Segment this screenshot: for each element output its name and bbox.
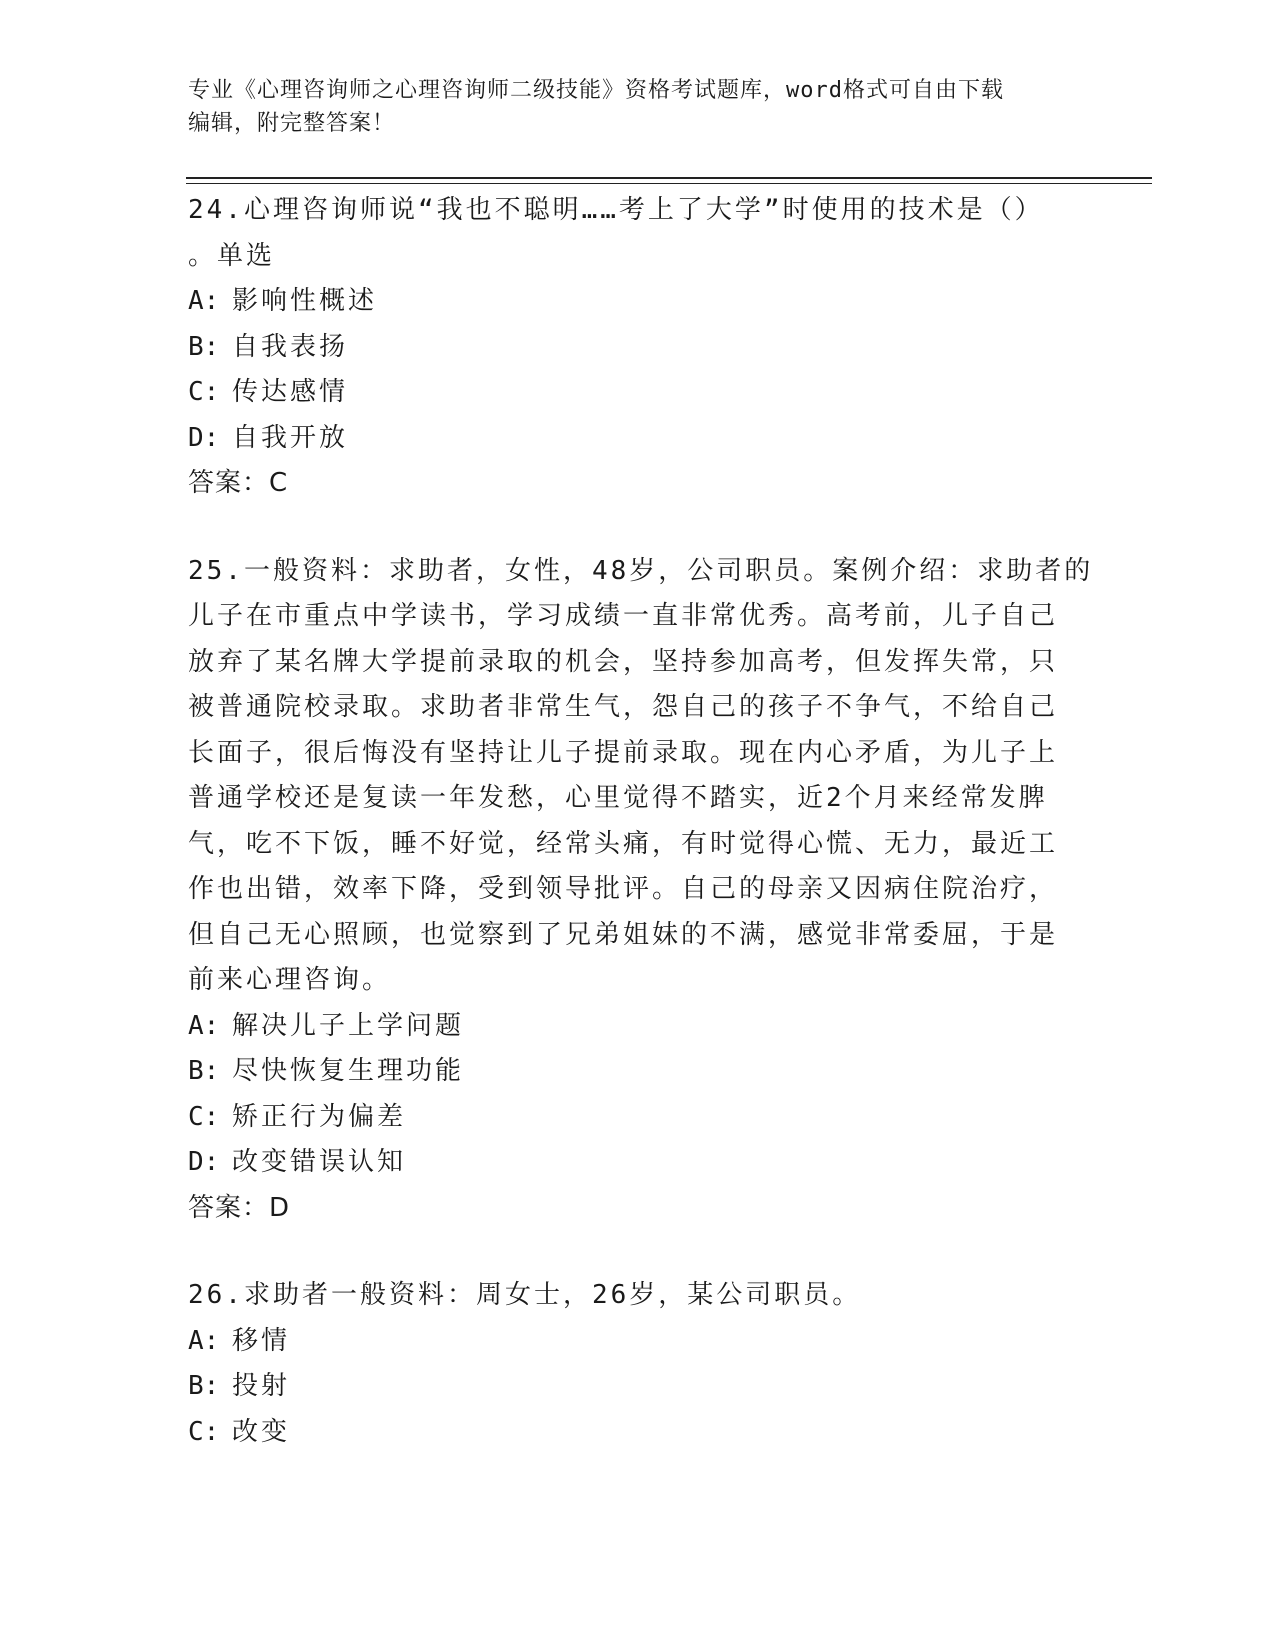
question-stem-line: 。单选 bbox=[188, 240, 276, 271]
answer-option bbox=[188, 416, 1088, 462]
option-letter: B: bbox=[188, 331, 220, 362]
question-stem-line: 25.一般资料：求助者，女性，48岁，公司职员。案例介绍：求助者的 bbox=[188, 555, 1094, 586]
answer-option bbox=[188, 1140, 1088, 1186]
answer-option bbox=[188, 370, 1088, 416]
answer-option bbox=[188, 279, 1088, 325]
option-text: 解决儿子上学问题 bbox=[232, 1010, 465, 1041]
answer-key: 答案：C bbox=[188, 468, 289, 498]
question-block bbox=[188, 549, 1094, 1232]
header-divider-thin bbox=[186, 183, 1152, 184]
answer-option bbox=[188, 1410, 1088, 1456]
option-letter: A: bbox=[188, 1010, 220, 1041]
question-stem-line: 24.心理咨询师说“我也不聪明……考上了大学”时使用的技术是（） bbox=[188, 195, 1044, 225]
question-stem-line: 前来心理咨询。 bbox=[188, 965, 392, 995]
question-stem-line: 放弃了某名牌大学提前录取的机会，坚持参加高考，但发挥失常，只 bbox=[188, 646, 1059, 677]
header-line-2: 编辑，附完整答案！ bbox=[188, 111, 396, 136]
header-divider-thick bbox=[186, 177, 1152, 179]
option-letter: A: bbox=[188, 1325, 220, 1356]
option-letter: A: bbox=[188, 286, 220, 316]
option-text: 投射 bbox=[232, 1371, 291, 1401]
question-stem-line: 但自己无心照顾，也觉察到了兄弟姐妹的不满，感觉非常委屈，于是 bbox=[188, 919, 1059, 950]
question-stem-line: 普通学校还是复读一年发愁，心里觉得不踏实，近2个月来经常发脾 bbox=[188, 783, 1048, 813]
answer-option bbox=[188, 1095, 1088, 1141]
question-stem-line: 作也出错，效率下降，受到领导批评。自己的母亲又因病住院治疗， bbox=[188, 874, 1059, 904]
question-stem-line: 26.求助者一般资料：周女士，26岁，某公司职员。 bbox=[188, 1280, 862, 1310]
answer-option bbox=[188, 1364, 1088, 1410]
question-list bbox=[188, 188, 1094, 1497]
answer-option bbox=[188, 325, 1088, 371]
option-text: 尽快恢复生理功能 bbox=[232, 1056, 465, 1086]
option-text: 矫正行为偏差 bbox=[232, 1101, 407, 1132]
answer-key: 答案：D bbox=[188, 1192, 291, 1223]
option-letter: C: bbox=[188, 377, 220, 407]
header-line-1: 专业《心理咨询师之心理咨询师二级技能》资格考试题库，word格式可自由下载 bbox=[188, 78, 1004, 103]
option-letter: B: bbox=[188, 1056, 220, 1086]
question-block bbox=[188, 188, 1088, 507]
question-stem-line: 长面子，很后悔没有坚持让儿子提前录取。现在内心矛盾，为儿子上 bbox=[188, 737, 1059, 768]
option-text: 移情 bbox=[232, 1325, 291, 1356]
question-stem-line: 被普通院校录取。求助者非常生气，怨自己的孩子不争气，不给自己 bbox=[188, 692, 1059, 722]
question-stem-line: 儿子在市重点中学读书，学习成绩一直非常优秀。高考前，儿子自己 bbox=[188, 601, 1059, 631]
option-text: 自我开放 bbox=[232, 422, 349, 453]
option-letter: D: bbox=[188, 422, 220, 453]
option-text: 影响性概述 bbox=[232, 286, 378, 316]
option-text: 改变错误认知 bbox=[232, 1147, 407, 1177]
answer-option bbox=[188, 1049, 1088, 1095]
option-letter: B: bbox=[188, 1371, 220, 1401]
option-letter: C: bbox=[188, 1416, 220, 1447]
answer-option bbox=[188, 1319, 1088, 1365]
option-text: 自我表扬 bbox=[232, 331, 349, 362]
option-letter: D: bbox=[188, 1147, 220, 1177]
document-header bbox=[188, 74, 1088, 140]
question-stem-line: 气，吃不下饭，睡不好觉，经常头痛，有时觉得心慌、无力，最近工 bbox=[188, 828, 1059, 859]
option-text: 传达感情 bbox=[232, 377, 349, 407]
question-block bbox=[188, 1273, 1088, 1455]
answer-option bbox=[188, 1004, 1088, 1050]
option-text: 改变 bbox=[232, 1416, 291, 1447]
option-letter: C: bbox=[188, 1101, 220, 1132]
